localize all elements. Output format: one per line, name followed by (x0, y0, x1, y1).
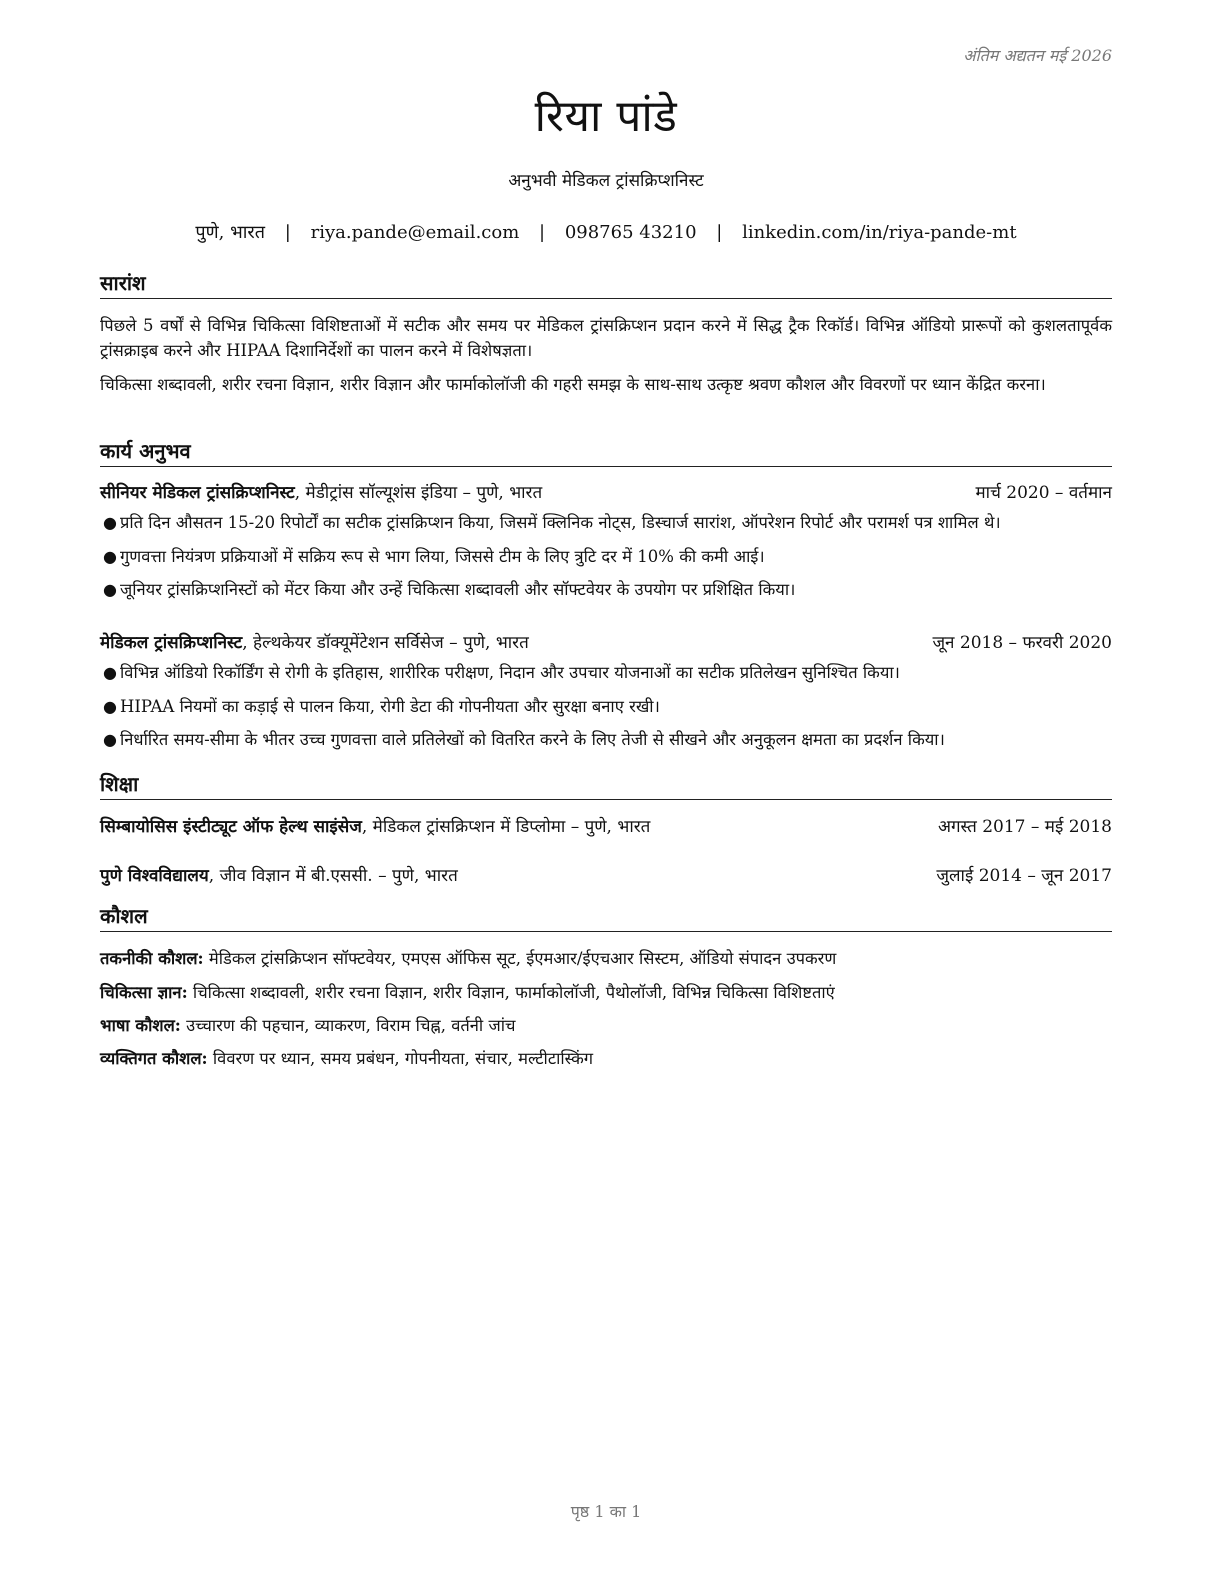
education-detail: , जीव विज्ञान में बी.एससी. – पुणे, भारत (208, 866, 458, 886)
skill-row (100, 981, 1112, 1005)
education-school: पुणे विश्वविद्यालय (100, 866, 209, 886)
contact-line (100, 220, 1112, 244)
contact-separator: | (284, 222, 291, 243)
job-role: मेडिकल ट्रांसक्रिप्शनिस्ट (100, 633, 243, 653)
contact-separator: | (539, 222, 546, 243)
job-org: , मेडीट्रांस सॉल्यूशंस इंडिया – पुणे, भारत (294, 483, 543, 503)
list-item: ● विभिन्न ऑडियो रिकॉर्डिंग से रोगी के इतिहास, शारीरिक परीक्षण, निदान और उपचार योजनाओं का सटीक प्रतिलेखन सुनिश्चित किया। (100, 661, 1112, 685)
bullet-icon: ● (103, 730, 117, 749)
skill-label: तकनीकी कौशल: (100, 949, 204, 968)
summary-heading: सारांश (100, 270, 1112, 299)
contact-separator: | (716, 222, 723, 243)
education-dates: अगस्त 2017 – मई 2018 (937, 817, 1112, 837)
list-item: ● HIPAA नियमों का कड़ाई से पालन किया, रोगी डेटा की गोपनीयता और सुरक्षा बनाए रखी। (100, 695, 1112, 719)
education-dates: जुलाई 2014 – जून 2017 (936, 866, 1112, 886)
skill-value: विवरण पर ध्यान, समय प्रबंधन, गोपनीयता, संचार, मल्टीटास्किंग (207, 1049, 594, 1068)
last-updated: अंतिम अद्यतन मई 2026 (963, 46, 1112, 65)
job-dates: मार्च 2020 – वर्तमान (975, 483, 1112, 503)
job-dates: जून 2018 – फरवरी 2020 (932, 633, 1112, 653)
job-bullets (100, 511, 1112, 612)
skill-row (100, 947, 1112, 971)
education-item (100, 864, 1112, 888)
education-item (100, 815, 1112, 839)
skill-row (100, 1047, 1112, 1071)
job-org: , हेल्थकेयर डॉक्यूमेंटेशन सर्विसेज – पुणे, भारत (242, 633, 529, 653)
education-school: सिम्बायोसिस इंस्टीट्यूट ऑफ हेल्थ साइंसेज (100, 817, 362, 837)
skills-heading: कौशल (100, 903, 1112, 932)
resume-page (100, 0, 1112, 1584)
list-item: ● प्रति दिन औसतन 15-20 रिपोर्टों का सटीक ट्रांसक्रिप्शन किया, जिसमें क्लिनिक नोट्स, डिस्चार्ज सारांश, ऑपरेशन रिपोर्ट और परामर्श पत्र शामिल थे। (100, 511, 1112, 535)
skill-label: चिकित्सा ज्ञान: (100, 983, 188, 1002)
bullet-icon: ● (103, 696, 117, 716)
skill-row (100, 1014, 1112, 1038)
skill-label: व्यक्तिगत कौशल: (100, 1049, 208, 1068)
summary-paragraph: पिछले 5 वर्षों से विभिन्न चिकित्सा विशिष्टताओं में सटीक और समय पर मेडिकल ट्रांसक्रिप्शन प्रदान करने में सिद्ध ट्रैक रिकॉर्ड। विभिन्न ऑडियो प्रारूपों को कुशलतापूर्वक ट्रांसक्राइब करने और HIPAA दिशानिर्देशों का पालन करने में विशेषज्ञता। (100, 316, 1112, 360)
contact-phone[interactable]: 098765 43210 (564, 222, 697, 243)
contact-location: पुणे, भारत (195, 222, 266, 243)
skill-value: उच्चारण की पहचान, व्याकरण, विराम चिह्न, वर्तनी जांच (180, 1016, 516, 1035)
skill-value: चिकित्सा शब्दावली, शरीर रचना विज्ञान, शरीर विज्ञान, फार्माकोलॉजी, पैथोलॉजी, विभिन्न चिकित्सा विशिष्टताएं (187, 983, 835, 1002)
candidate-name: रिया पांडे (534, 91, 678, 142)
job-bullets (100, 661, 1112, 762)
list-item: ● गुणवत्ता नियंत्रण प्रक्रियाओं में सक्रिय रूप से भाग लिया, जिससे टीम के लिए त्रुटि दर में 10% की कमी आई। (100, 545, 1112, 569)
bullet-icon: ● (103, 580, 117, 599)
contact-email[interactable]: riya.pande@email.com (310, 222, 520, 243)
skill-value: मेडिकल ट्रांसक्रिप्शन सॉफ्टवेयर, एमएस ऑफिस सूट, ईएमआर/ईएचआर सिस्टम, ऑडियो संपादन उपकरण (203, 949, 837, 968)
bullet-icon: ● (103, 546, 117, 566)
job-header (100, 631, 1112, 655)
candidate-subtitle: अनुभवी मेडिकल ट्रांसक्रिप्शनिस्ट (508, 171, 704, 191)
list-item: ● निर्धारित समय-सीमा के भीतर उच्च गुणवत्ता वाले प्रतिलेखों को वितरित करने के लिए तेजी से सीखने और अनुकूलन क्षमता का प्रदर्शन किया। (100, 728, 1112, 752)
page-number: पृष्ठ 1 का 1 (570, 1502, 642, 1521)
job-role: सीनियर मेडिकल ट्रांसक्रिप्शनिस्ट (100, 483, 295, 503)
summary-paragraph: चिकित्सा शब्दावली, शरीर रचना विज्ञान, शरीर विज्ञान और फार्माकोलॉजी की गहरी समझ के साथ-साथ उत्कृष्ट श्रवण कौशल और विवरणों पर ध्यान केंद्रित करना। (100, 375, 1046, 394)
bullet-icon: ● (103, 663, 117, 682)
contact-linkedin[interactable]: linkedin.com/in/riya-pande-mt (742, 222, 1017, 243)
job-header (100, 481, 1112, 505)
education-heading: शिक्षा (100, 771, 1112, 800)
experience-heading: कार्य अनुभव (100, 438, 1112, 467)
education-detail: , मेडिकल ट्रांसक्रिप्शन में डिप्लोमा – पुणे, भारत (361, 817, 651, 837)
bullet-icon: ● (103, 513, 117, 532)
skill-label: भाषा कौशल: (100, 1016, 181, 1035)
list-item: ● जूनियर ट्रांसक्रिप्शनिस्टों को मेंटर किया और उन्हें चिकित्सा शब्दावली और सॉफ्टवेयर के उपयोग पर प्रशिक्षित किया। (100, 578, 1112, 602)
